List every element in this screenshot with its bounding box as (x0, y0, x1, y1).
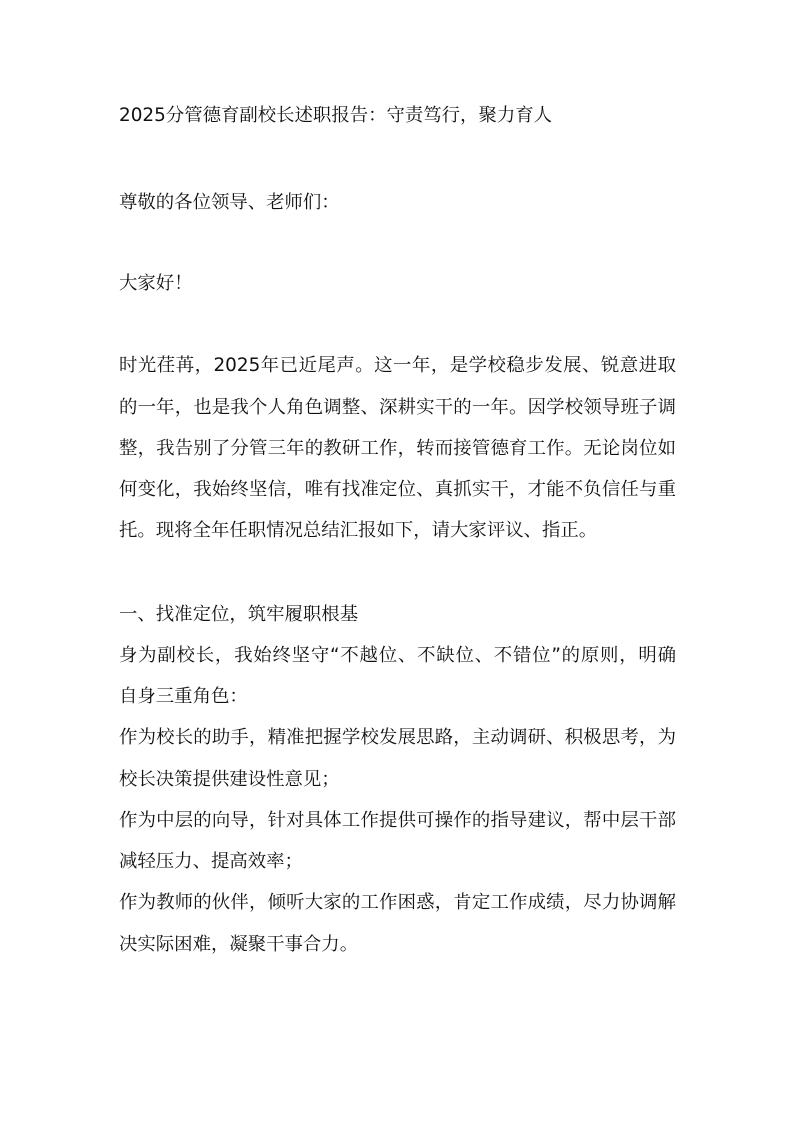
text-line: 身为副校长，我始终坚守“不越位、不缺位、不错位”的原则，明确 (119, 645, 676, 666)
text-line: 自身三重角色： (119, 686, 248, 707)
section-heading: 一、找准定位，筑牢履职根基 (119, 604, 359, 625)
text-line: 何变化，我始终坚信，唯有找准定位、真抓实干，才能不负信任与重 (119, 479, 676, 500)
text-line: 决实际困难，凝聚干事合力。 (119, 934, 359, 955)
text-line: 作为教师的伙伴，倾听大家的工作困惑，肯定工作成绩，尽力协调解 (119, 892, 676, 913)
text-line: 作为中层的向导，针对具体工作提供可操作的指导建议，帮中层干部 (119, 810, 676, 831)
text-line: 作为校长的助手，精准把握学校发展思路，主动调研、积极思考，为 (119, 727, 676, 748)
greeting: 大家好！ (119, 273, 193, 294)
text-line: 时光荏苒，2025年已近尾声。这一年，是学校稳步发展、锐意进取 (119, 355, 676, 376)
document-title: 2025分管德育副校长述职报告：守责笃行，聚力育人 (119, 105, 553, 126)
text-line: 的一年，也是我个人角色调整、深耕实干的一年。因学校领导班子调 (119, 397, 676, 418)
text-line: 托。现将全年任职情况总结汇报如下，请大家评议、指正。 (119, 520, 598, 541)
text-line: 校长决策提供建设性意见； (119, 769, 340, 790)
text-line: 减轻压力、提高效率； (119, 851, 303, 872)
text-line: 整，我告别了分管三年的教研工作，转而接管德育工作。无论岗位如 (119, 438, 676, 459)
salutation: 尊敬的各位领导、老师们： (119, 192, 340, 213)
